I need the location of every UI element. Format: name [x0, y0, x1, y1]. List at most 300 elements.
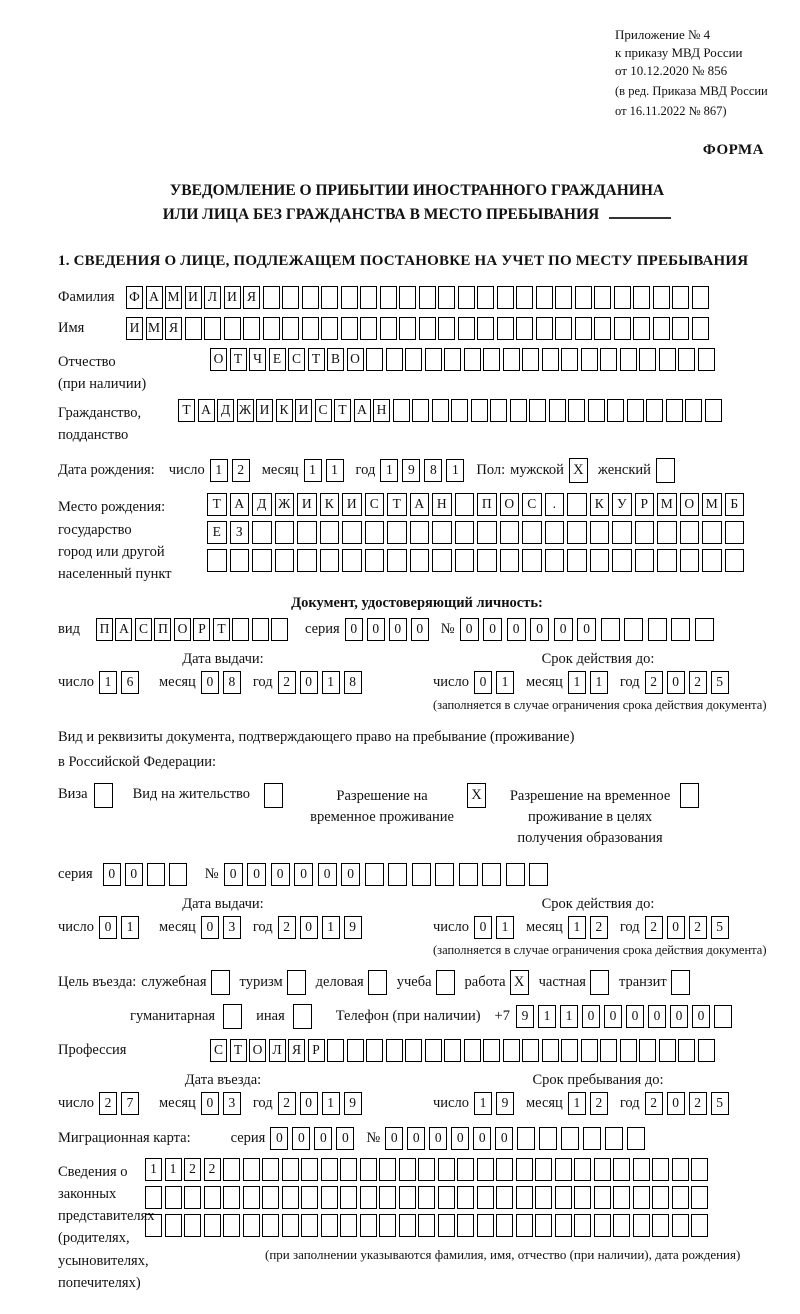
char-cell[interactable] [252, 549, 272, 572]
char-cell[interactable] [671, 618, 690, 641]
char-cell[interactable] [405, 348, 422, 371]
char-cell[interactable]: 0 [201, 1092, 219, 1115]
char-cell[interactable] [342, 549, 362, 572]
char-cell[interactable]: 2 [645, 671, 663, 694]
char-cell[interactable] [482, 863, 501, 886]
char-cell[interactable] [614, 286, 631, 309]
char-cell[interactable] [536, 317, 553, 340]
char-cell[interactable]: С [365, 493, 385, 516]
char-cell[interactable] [594, 1186, 611, 1209]
char-cell[interactable]: 2 [689, 671, 707, 694]
char-cell[interactable] [725, 549, 745, 572]
char-cell[interactable] [529, 399, 546, 422]
char-cell[interactable]: 1 [446, 459, 464, 482]
char-cell[interactable] [633, 1186, 650, 1209]
char-cell[interactable] [455, 549, 475, 572]
char-cell[interactable]: А [410, 493, 430, 516]
char-cell[interactable] [672, 317, 689, 340]
char-cell[interactable] [425, 1039, 442, 1062]
char-cell[interactable]: 9 [344, 1092, 362, 1115]
char-cell[interactable] [555, 1186, 572, 1209]
residence-permit-checkbox[interactable] [264, 783, 283, 808]
char-cell[interactable]: 1 [568, 1092, 586, 1115]
char-cell[interactable] [588, 399, 605, 422]
char-cell[interactable]: Е [207, 521, 227, 544]
char-cell[interactable]: И [297, 493, 317, 516]
char-cell[interactable] [418, 1158, 435, 1181]
purpose-study-checkbox[interactable] [436, 970, 455, 995]
char-cell[interactable]: Т [178, 399, 195, 422]
char-cell[interactable] [535, 1214, 552, 1237]
char-cell[interactable] [477, 317, 494, 340]
char-cell[interactable] [497, 317, 514, 340]
char-cell[interactable]: М [657, 493, 677, 516]
char-cell[interactable]: 2 [590, 916, 608, 939]
char-cell[interactable] [691, 1186, 708, 1209]
char-cell[interactable] [635, 521, 655, 544]
char-cell[interactable] [340, 1158, 357, 1181]
char-cell[interactable] [282, 317, 299, 340]
char-cell[interactable] [483, 1039, 500, 1062]
char-cell[interactable]: 2 [689, 1092, 707, 1115]
char-cell[interactable]: 1 [568, 916, 586, 939]
char-cell[interactable]: 1 [304, 459, 322, 482]
char-cell[interactable] [444, 1039, 461, 1062]
char-cell[interactable] [464, 348, 481, 371]
char-cell[interactable]: 1 [538, 1005, 556, 1028]
char-cell[interactable]: Т [207, 493, 227, 516]
char-cell[interactable] [435, 863, 454, 886]
char-cell[interactable]: 0 [300, 671, 318, 694]
char-cell[interactable] [555, 1214, 572, 1237]
char-cell[interactable]: О [249, 1039, 266, 1062]
title-blank-underline[interactable] [609, 217, 671, 219]
char-cell[interactable] [594, 1214, 611, 1237]
char-cell[interactable] [327, 1039, 344, 1062]
char-cell[interactable] [627, 1127, 645, 1150]
char-cell[interactable]: 0 [507, 618, 526, 641]
char-cell[interactable] [380, 317, 397, 340]
char-cell[interactable] [341, 317, 358, 340]
char-cell[interactable] [574, 1214, 591, 1237]
char-cell[interactable] [635, 549, 655, 572]
char-cell[interactable]: 1 [99, 671, 117, 694]
char-cell[interactable] [574, 1158, 591, 1181]
char-cell[interactable]: У [612, 493, 632, 516]
char-cell[interactable] [477, 286, 494, 309]
char-cell[interactable] [490, 399, 507, 422]
char-cell[interactable]: М [165, 286, 182, 309]
char-cell[interactable] [342, 521, 362, 544]
char-cell[interactable]: Я [243, 286, 260, 309]
char-cell[interactable]: Л [269, 1039, 286, 1062]
char-cell[interactable] [302, 317, 319, 340]
char-cell[interactable]: 0 [318, 863, 337, 886]
char-cell[interactable]: 0 [411, 618, 429, 641]
char-cell[interactable] [321, 1214, 338, 1237]
char-cell[interactable]: Т [230, 1039, 247, 1062]
char-cell[interactable]: 0 [582, 1005, 600, 1028]
char-cell[interactable] [386, 348, 403, 371]
char-cell[interactable]: 0 [451, 1127, 469, 1150]
char-cell[interactable]: А [354, 399, 371, 422]
char-cell[interactable]: 0 [314, 1127, 332, 1150]
char-cell[interactable]: 0 [270, 1127, 288, 1150]
char-cell[interactable]: 0 [247, 863, 266, 886]
char-cell[interactable] [536, 286, 553, 309]
char-cell[interactable] [529, 863, 548, 886]
char-cell[interactable] [365, 863, 384, 886]
char-cell[interactable] [360, 317, 377, 340]
char-cell[interactable] [379, 1186, 396, 1209]
char-cell[interactable] [399, 286, 416, 309]
char-cell[interactable] [503, 348, 520, 371]
char-cell[interactable] [601, 618, 620, 641]
char-cell[interactable] [275, 549, 295, 572]
char-cell[interactable]: О [500, 493, 520, 516]
char-cell[interactable]: Ж [237, 399, 254, 422]
char-cell[interactable] [522, 521, 542, 544]
char-cell[interactable] [457, 1158, 474, 1181]
char-cell[interactable]: О [680, 493, 700, 516]
char-cell[interactable] [497, 286, 514, 309]
char-cell[interactable] [297, 549, 317, 572]
char-cell[interactable]: И [224, 286, 241, 309]
char-cell[interactable] [321, 1186, 338, 1209]
char-cell[interactable]: 1 [568, 671, 586, 694]
char-cell[interactable]: Д [217, 399, 234, 422]
char-cell[interactable] [522, 549, 542, 572]
char-cell[interactable]: 2 [278, 1092, 296, 1115]
char-cell[interactable] [282, 286, 299, 309]
char-cell[interactable]: Р [635, 493, 655, 516]
char-cell[interactable]: К [590, 493, 610, 516]
char-cell[interactable] [633, 317, 650, 340]
char-cell[interactable] [393, 399, 410, 422]
char-cell[interactable] [301, 1214, 318, 1237]
char-cell[interactable]: 3 [223, 1092, 241, 1115]
char-cell[interactable] [574, 1186, 591, 1209]
char-cell[interactable] [477, 1214, 494, 1237]
char-cell[interactable]: 0 [577, 618, 596, 641]
char-cell[interactable] [458, 286, 475, 309]
char-cell[interactable] [691, 1158, 708, 1181]
char-cell[interactable] [561, 348, 578, 371]
char-cell[interactable] [685, 399, 702, 422]
char-cell[interactable] [613, 1214, 630, 1237]
purpose-tourism-checkbox[interactable] [287, 970, 306, 995]
char-cell[interactable]: О [174, 618, 191, 641]
char-cell[interactable] [613, 1186, 630, 1209]
char-cell[interactable] [612, 521, 632, 544]
char-cell[interactable]: 0 [300, 916, 318, 939]
char-cell[interactable] [627, 399, 644, 422]
sex-male-checkbox[interactable]: X [569, 458, 588, 483]
char-cell[interactable]: Н [432, 493, 452, 516]
char-cell[interactable] [725, 521, 745, 544]
char-cell[interactable] [503, 1039, 520, 1062]
char-cell[interactable]: 0 [648, 1005, 666, 1028]
char-cell[interactable] [695, 618, 714, 641]
char-cell[interactable] [410, 521, 430, 544]
char-cell[interactable]: 0 [554, 618, 573, 641]
char-cell[interactable] [555, 286, 572, 309]
char-cell[interactable] [457, 1214, 474, 1237]
char-cell[interactable] [223, 1214, 240, 1237]
char-cell[interactable] [567, 549, 587, 572]
char-cell[interactable] [483, 348, 500, 371]
char-cell[interactable] [147, 863, 165, 886]
char-cell[interactable] [567, 521, 587, 544]
char-cell[interactable] [555, 317, 572, 340]
char-cell[interactable]: 8 [424, 459, 442, 482]
char-cell[interactable]: А [198, 399, 215, 422]
char-cell[interactable]: 2 [645, 916, 663, 939]
char-cell[interactable] [282, 1158, 299, 1181]
char-cell[interactable]: И [185, 286, 202, 309]
char-cell[interactable] [438, 1186, 455, 1209]
char-cell[interactable] [680, 521, 700, 544]
char-cell[interactable]: 2 [590, 1092, 608, 1115]
char-cell[interactable] [204, 1186, 221, 1209]
char-cell[interactable] [633, 1214, 650, 1237]
char-cell[interactable]: 0 [530, 618, 549, 641]
char-cell[interactable] [516, 1214, 533, 1237]
char-cell[interactable]: 1 [590, 671, 608, 694]
char-cell[interactable] [594, 1158, 611, 1181]
temp-residence-checkbox[interactable]: X [467, 783, 486, 808]
char-cell[interactable]: 0 [667, 671, 685, 694]
char-cell[interactable] [252, 521, 272, 544]
char-cell[interactable]: О [347, 348, 364, 371]
char-cell[interactable]: А [230, 493, 250, 516]
char-cell[interactable]: 0 [495, 1127, 513, 1150]
char-cell[interactable] [302, 286, 319, 309]
char-cell[interactable]: 0 [670, 1005, 688, 1028]
char-cell[interactable]: С [210, 1039, 227, 1062]
char-cell[interactable] [549, 399, 566, 422]
char-cell[interactable] [581, 1039, 598, 1062]
char-cell[interactable] [535, 1158, 552, 1181]
char-cell[interactable] [496, 1158, 513, 1181]
char-cell[interactable] [648, 618, 667, 641]
char-cell[interactable] [252, 618, 269, 641]
purpose-business-checkbox[interactable] [368, 970, 387, 995]
char-cell[interactable] [646, 399, 663, 422]
char-cell[interactable] [506, 863, 525, 886]
char-cell[interactable] [652, 1186, 669, 1209]
char-cell[interactable]: С [522, 493, 542, 516]
char-cell[interactable] [243, 317, 260, 340]
char-cell[interactable] [594, 286, 611, 309]
char-cell[interactable]: 2 [99, 1092, 117, 1115]
char-cell[interactable] [387, 549, 407, 572]
char-cell[interactable]: 0 [292, 1127, 310, 1150]
char-cell[interactable] [360, 286, 377, 309]
char-cell[interactable] [282, 1186, 299, 1209]
char-cell[interactable]: 0 [604, 1005, 622, 1028]
char-cell[interactable] [399, 1214, 416, 1237]
char-cell[interactable] [444, 348, 461, 371]
char-cell[interactable]: Б [725, 493, 745, 516]
char-cell[interactable] [516, 1186, 533, 1209]
char-cell[interactable] [672, 1186, 689, 1209]
char-cell[interactable] [412, 863, 431, 886]
char-cell[interactable]: А [146, 286, 163, 309]
char-cell[interactable]: 6 [121, 671, 139, 694]
char-cell[interactable]: 1 [165, 1158, 182, 1181]
purpose-humanitarian-checkbox[interactable] [223, 1004, 242, 1029]
char-cell[interactable] [477, 1158, 494, 1181]
char-cell[interactable]: К [320, 493, 340, 516]
char-cell[interactable] [262, 1158, 279, 1181]
char-cell[interactable]: 0 [667, 1092, 685, 1115]
char-cell[interactable] [184, 1186, 201, 1209]
char-cell[interactable]: 2 [204, 1158, 221, 1181]
char-cell[interactable] [620, 348, 637, 371]
char-cell[interactable] [535, 1186, 552, 1209]
char-cell[interactable] [347, 1039, 364, 1062]
char-cell[interactable]: 0 [294, 863, 313, 886]
char-cell[interactable] [605, 1127, 623, 1150]
char-cell[interactable] [575, 317, 592, 340]
char-cell[interactable] [399, 317, 416, 340]
char-cell[interactable] [388, 863, 407, 886]
char-cell[interactable] [405, 1039, 422, 1062]
char-cell[interactable]: 2 [689, 916, 707, 939]
char-cell[interactable] [672, 1214, 689, 1237]
char-cell[interactable] [500, 549, 520, 572]
char-cell[interactable] [496, 1186, 513, 1209]
char-cell[interactable] [145, 1214, 162, 1237]
char-cell[interactable] [271, 618, 288, 641]
char-cell[interactable]: Т [387, 493, 407, 516]
char-cell[interactable] [652, 1158, 669, 1181]
char-cell[interactable]: 0 [103, 863, 121, 886]
char-cell[interactable]: 0 [336, 1127, 354, 1150]
char-cell[interactable] [365, 521, 385, 544]
char-cell[interactable]: 0 [125, 863, 143, 886]
temp-residence-education-checkbox[interactable] [680, 783, 699, 808]
char-cell[interactable]: 0 [407, 1127, 425, 1150]
char-cell[interactable] [301, 1186, 318, 1209]
char-cell[interactable]: 1 [121, 916, 139, 939]
char-cell[interactable] [607, 399, 624, 422]
char-cell[interactable] [243, 1214, 260, 1237]
char-cell[interactable]: 1 [560, 1005, 578, 1028]
char-cell[interactable] [432, 521, 452, 544]
char-cell[interactable]: 0 [201, 916, 219, 939]
char-cell[interactable] [659, 348, 676, 371]
char-cell[interactable]: Я [165, 317, 182, 340]
char-cell[interactable] [672, 286, 689, 309]
char-cell[interactable] [545, 521, 565, 544]
char-cell[interactable] [457, 1186, 474, 1209]
char-cell[interactable] [410, 549, 430, 572]
char-cell[interactable] [425, 348, 442, 371]
char-cell[interactable]: 0 [201, 671, 219, 694]
char-cell[interactable] [539, 1127, 557, 1150]
char-cell[interactable] [561, 1127, 579, 1150]
char-cell[interactable]: Л [204, 286, 221, 309]
char-cell[interactable] [702, 521, 722, 544]
char-cell[interactable] [500, 521, 520, 544]
char-cell[interactable] [360, 1214, 377, 1237]
char-cell[interactable] [652, 1214, 669, 1237]
char-cell[interactable] [590, 521, 610, 544]
char-cell[interactable] [477, 1186, 494, 1209]
purpose-transit-checkbox[interactable] [671, 970, 690, 995]
char-cell[interactable] [223, 1186, 240, 1209]
char-cell[interactable]: Д [252, 493, 272, 516]
char-cell[interactable]: Ж [275, 493, 295, 516]
char-cell[interactable]: Т [334, 399, 351, 422]
char-cell[interactable]: Ф [126, 286, 143, 309]
char-cell[interactable]: 1 [322, 1092, 340, 1115]
char-cell[interactable] [320, 549, 340, 572]
char-cell[interactable]: О [210, 348, 227, 371]
char-cell[interactable] [432, 549, 452, 572]
char-cell[interactable]: 0 [345, 618, 363, 641]
char-cell[interactable] [185, 317, 202, 340]
char-cell[interactable] [455, 493, 475, 516]
char-cell[interactable] [169, 863, 187, 886]
char-cell[interactable] [516, 317, 533, 340]
char-cell[interactable] [672, 1158, 689, 1181]
visa-checkbox[interactable] [94, 783, 113, 808]
char-cell[interactable] [555, 1158, 572, 1181]
char-cell[interactable] [477, 521, 497, 544]
char-cell[interactable]: 0 [692, 1005, 710, 1028]
char-cell[interactable] [705, 399, 722, 422]
char-cell[interactable] [471, 399, 488, 422]
char-cell[interactable] [594, 317, 611, 340]
char-cell[interactable] [365, 549, 385, 572]
char-cell[interactable]: 9 [344, 916, 362, 939]
char-cell[interactable] [165, 1186, 182, 1209]
char-cell[interactable] [680, 549, 700, 572]
char-cell[interactable] [510, 399, 527, 422]
char-cell[interactable]: 1 [496, 916, 514, 939]
char-cell[interactable]: 1 [380, 459, 398, 482]
char-cell[interactable] [678, 348, 695, 371]
char-cell[interactable] [419, 286, 436, 309]
char-cell[interactable] [230, 549, 250, 572]
char-cell[interactable] [600, 348, 617, 371]
char-cell[interactable] [590, 549, 610, 572]
char-cell[interactable]: 9 [496, 1092, 514, 1115]
char-cell[interactable] [451, 399, 468, 422]
char-cell[interactable] [360, 1186, 377, 1209]
char-cell[interactable]: 1 [326, 459, 344, 482]
char-cell[interactable]: 0 [460, 618, 479, 641]
char-cell[interactable]: Т [213, 618, 230, 641]
char-cell[interactable] [600, 1039, 617, 1062]
purpose-private-checkbox[interactable] [590, 970, 609, 995]
char-cell[interactable]: Т [308, 348, 325, 371]
char-cell[interactable] [542, 1039, 559, 1062]
purpose-official-checkbox[interactable] [211, 970, 230, 995]
char-cell[interactable] [418, 1186, 435, 1209]
char-cell[interactable] [455, 521, 475, 544]
char-cell[interactable] [568, 399, 585, 422]
char-cell[interactable] [263, 317, 280, 340]
char-cell[interactable]: П [154, 618, 171, 641]
char-cell[interactable]: С [288, 348, 305, 371]
char-cell[interactable] [477, 549, 497, 572]
char-cell[interactable] [341, 286, 358, 309]
char-cell[interactable] [165, 1214, 182, 1237]
